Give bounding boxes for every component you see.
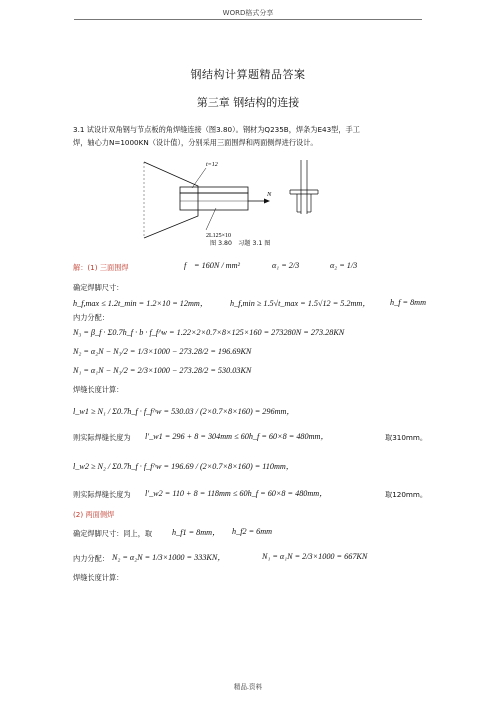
chapter-title: 第三章 钢结构的连接 [196,96,300,109]
eq-lw1: l_w1 ≥ N₁ / Σ0.7h_f · f_f^w = 530.03 / (2×0.7×8×160) = 296mm， [73,407,295,416]
header-rule [74,19,422,20]
figure-caption: 图 3.80 习题 3.1 图 [210,240,271,247]
eq-N1b: N₁ = α₁N = 2/3×1000 = 667KN [262,552,368,561]
fw-value: = 160N / mm² [194,261,240,270]
fw-symbol: f [184,261,187,270]
document-title: 钢结构计算题精品答案 [190,68,306,81]
len-heading: 焊缝长度计算： [73,385,124,394]
eq-lw2: l_w2 ≥ N₂ / Σ0.7h_f · f_f^w = 196.69 / (2×0.7×8×160) = 110mm， [73,462,294,471]
angle-leg [180,193,248,210]
problem-line-1: 3.1 试设计双角钢与节点板的角焊缝连接（图3.80）。钢材为Q235B，焊条为E43型，手工 [73,125,360,134]
eq-N3: N₃ = β_f · Σ0.7h_f · b · f_f^w = 1.22×2×0.7×8×125×160 = 273280N = 273.28KN [73,328,345,337]
len2-heading: 焊缝长度计算： [73,573,124,582]
eq-N1: N₁ = α₁N − N₃/2 = 2/3×1000 − 273.28/2 = 530.03KN [73,366,252,375]
lw2-actual-prefix: 则实际焊缝长度为 [73,490,131,499]
lw1-take: 取310mm。 [385,433,428,442]
eq-lw1-actual: l′_w1 = 296 + 8 = 304mm ≤ 60h_f = 60×8 = 480mm， [145,432,329,441]
gusset-plate-outline [144,162,198,238]
alpha1: α₁ = 2/3 [272,261,300,270]
eq-N2b: N₂ = α₂N = 1/3×1000 = 333KN， [112,553,226,562]
eq-N2: N₂ = α₂N − N₃/2 = 1/3×1000 − 273.28/2 = 196.69KN [73,347,252,356]
leader-angle [206,208,216,230]
hf-value: h_f = 8mm [390,298,427,307]
size2-heading: 确定焊脚尺寸：同上，取 [73,529,153,538]
label-t: t=12 [206,162,218,168]
page-header: WORD格式分享 [222,9,274,17]
problem-line-2: 焊，轴心力N=1000KN（设计值），分别采用三面围焊和两面侧焊进行设计。 [73,138,318,147]
size-heading: 确定焊脚尺寸： [73,283,124,292]
part2-label: (2) 两面侧焊 [73,510,115,519]
hf-max: h_f,max ≤ 1.2t_min = 1.2×10 = 12mm， [73,299,209,308]
eq-lw2-actual: l′_w2 = 110 + 8 = 118mm ≤ 60h_f = 60×8 = 480mm， [145,489,328,498]
leader-t [192,168,206,188]
alpha2: α₂ = 1/3 [330,261,358,270]
hf2-value: h_f2 = 6mm [232,527,273,536]
force-arrow-icon [264,199,270,204]
lw1-actual-prefix: 则实际焊缝长度为 [73,433,131,442]
label-angle: 2L125×10 [206,233,232,239]
solution-intro: 解：(1) 三面围焊 [73,263,129,272]
label-N: N [267,191,272,198]
lw2-take: 取120mm。 [385,490,428,499]
dist-heading: 内力分配： [73,313,109,322]
figure-3-80 [140,150,360,246]
dist2-heading: 内力分配： [73,554,109,563]
section-view [290,160,318,214]
hf1-value: h_f1 = 8mm， [172,528,221,537]
angle-flange [180,187,248,193]
hf-min: h_f,min ≥ 1.5√t_max = 1.5√12 = 5.2mm， [230,299,371,308]
page-footer: 精品.资料 [233,683,263,691]
